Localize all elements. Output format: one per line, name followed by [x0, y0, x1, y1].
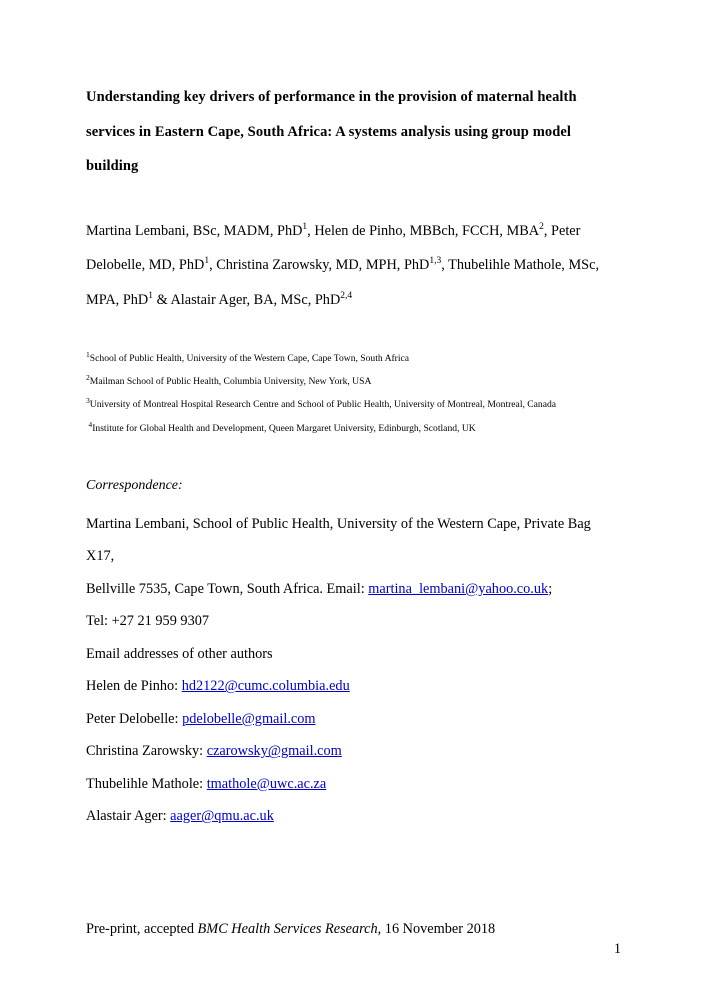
page-title: Understanding key drivers of performance in the provision of maternal health services in Eastern Cape, South Africa: A systems analysis using group model building — [86, 89, 577, 174]
correspondence-email-suffix: ; — [548, 580, 553, 597]
other-author-email-list — [86, 670, 621, 833]
author-1-name: Martina Lembani, BSc, MADM, PhD — [86, 222, 303, 239]
other-author-emails-heading: Email addresses of other authors — [86, 645, 273, 662]
footer-suffix: , 16 November 2018 — [377, 921, 496, 937]
author-4-affiliation-marker: 1,3 — [429, 256, 442, 267]
author-5-name: , Thubelihle Mathole, MSc, MPA, PhD — [86, 257, 600, 308]
author-1-affiliation-marker: 1 — [302, 221, 308, 232]
email-list-item — [86, 800, 621, 833]
affiliation-item — [86, 347, 621, 370]
email-owner-name: Helen de Pinho: — [86, 678, 182, 695]
correspondence-address-line-1: Martina Lembani, School of Public Health, University of the Western Cape, Private Bag X17, — [86, 515, 591, 565]
email-list-item — [86, 670, 621, 703]
correspondence-telephone: Tel: +27 21 959 9307 — [86, 613, 210, 630]
email-owner-name: Alastair Ager: — [86, 808, 171, 825]
author-list — [86, 214, 621, 318]
document-content — [86, 80, 621, 833]
correspondence-email-link[interactable]: martina_lembani@yahoo.co.uk — [368, 580, 549, 597]
correspondence-address-line-2 — [86, 573, 621, 606]
correspondence-email-label: Bellville 7535, Cape Town, South Africa. Email: — [86, 580, 369, 597]
email-link[interactable]: tmathole@uwc.ac.za — [206, 775, 327, 792]
author-4-name: , Christina Zarowsky, MD, MPH, PhD — [209, 257, 430, 273]
affiliation-marker: 2 — [86, 373, 90, 383]
affiliation-text: University of Montreal Hospital Research Centre and School of Public Health, University of Montreal, Montreal, Canada — [89, 399, 557, 411]
affiliation-item — [86, 417, 621, 440]
author-6-affiliation-marker: 2,4 — [340, 290, 353, 301]
footer-journal-name: BMC Health Services Research — [197, 921, 378, 937]
author-5-affiliation-marker: 1 — [148, 290, 153, 301]
affiliation-marker: 1 — [86, 349, 90, 359]
affiliation-marker: 4 — [88, 419, 93, 429]
email-owner-name: Christina Zarowsky: — [86, 743, 207, 760]
email-list-item — [86, 735, 621, 768]
email-link[interactable]: pdelobelle@gmail.com — [182, 710, 316, 727]
email-owner-name: Thubelihle Mathole: — [86, 775, 207, 792]
email-list-item — [86, 768, 621, 801]
author-3-name: , Peter Delobelle, MD, PhD — [86, 222, 581, 273]
affiliation-marker: 3 — [86, 396, 90, 406]
correspondence-heading: Correspondence: — [86, 477, 183, 493]
affiliation-text: Institute for Global Health and Development, Queen Margaret University, Edinburgh, Scotland, UK — [92, 422, 476, 434]
email-owner-name: Peter Delobelle: — [86, 710, 183, 727]
affiliation-text: School of Public Health, University of the Western Cape, Cape Town, South Africa — [89, 353, 410, 364]
affiliation-text: Mailman School of Public Health, Columbia University, New York, USA — [89, 376, 372, 388]
email-link[interactable]: hd2122@cumc.columbia.edu — [181, 678, 350, 695]
affiliation-list — [86, 347, 621, 440]
email-list-item — [86, 703, 621, 736]
page-number: 1 — [613, 941, 621, 957]
correspondence-block — [86, 508, 621, 638]
email-link[interactable]: czarowsky@gmail.com — [206, 743, 342, 760]
affiliation-item — [86, 393, 621, 416]
email-link[interactable]: aager@qmu.ac.uk — [170, 808, 274, 825]
affiliation-item — [86, 370, 621, 393]
author-2-name: , Helen de Pinho, MBBch, FCCH, MBA — [307, 222, 540, 239]
author-6-name: & Alastair Ager, BA, MSc, PhD — [153, 291, 341, 308]
author-3-affiliation-marker: 1 — [204, 256, 210, 267]
author-2-affiliation-marker: 2 — [539, 221, 544, 232]
footer-prefix: Pre-print, accepted — [86, 921, 198, 937]
document-footer — [86, 921, 621, 938]
